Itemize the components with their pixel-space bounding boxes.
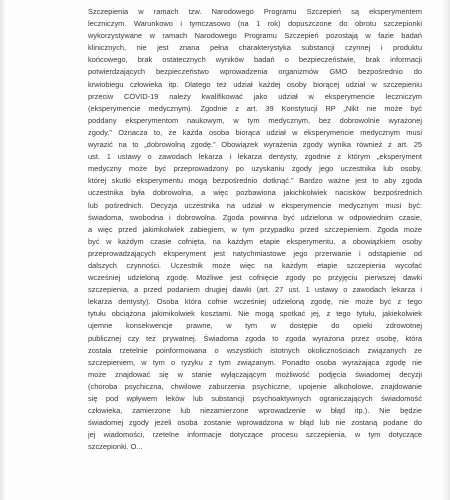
text-line: wykorzystywane w ramach Narodowego Programu Szczepień pozostają w fazie badań — [88, 31, 422, 41]
text-line: dalszych czynności. Uczestnik może więc na każdym etapie szczepienia wycofać — [88, 260, 422, 270]
text-line: której skutki eksperymentu mogą bezpośrednio dotknąć.” Bardzo ważne jest to aby zgoda — [88, 176, 422, 186]
text-line: potwierdzających bezpieczeństwo wprowadzenia organizmów GMO bezpośrednio do — [88, 67, 422, 77]
text-line: ujemne konsekwencje prawne, w tym w dostępie do opieki zdrowotnej — [88, 321, 422, 331]
text-line: klinicznych, nie jest znana pełna charakterystyka substancji czynnej i produktu — [88, 43, 422, 53]
text-line: przeprowadzających eksperyment jest natychmiastowe jego przerwanie i odstąpienie od — [88, 248, 422, 258]
paper-edge-right — [442, 0, 450, 500]
text-line: lekarza dentysty). Osoba która cofnie wcześniej udzieloną zgodę, nie może być z tego — [88, 297, 422, 307]
text-line: ust. 1 ustawy o zawodach lekarza i lekarza dentysty, zgodnie z którym „eksperyment — [88, 152, 422, 162]
text-line: człowieka, zamierzone lub niezamierzone wprowadzenie w błąd itp.). Nie będzie — [88, 406, 422, 416]
text-line: świadomej zgody jeżeli osoba zostanie wprowadzona w błąd lub nie zostaną podane do — [88, 418, 422, 428]
text-line: szczepienia, a przed podaniem drugiej dawki (art. 27 ust. 1 ustawy o zawodach lekarza i — [88, 285, 422, 295]
text-line: (eksperymencie medycznym). Zgodnie z art. 39 Konstytucji RP „Nikt nie może być — [88, 103, 422, 113]
text-line: tytułu obciążona jakimikolwiek kosztami. Nie mogą spotkać jej, z tego tytułu, jakiekolwiek — [88, 309, 422, 319]
document-body-paragraph — [88, 6, 422, 500]
text-line: szczepieniem, w tym o ryzyku z tym związanym. Ponadto osoba wyrażająca zgodę nie — [88, 357, 422, 367]
text-line: lub pośrednich. Decyzja uczestnika na udział w eksperymencie medycznym musi być: — [88, 200, 422, 210]
text-line: świadoma, swobodna i dobrowolna. Zgoda powinna być udzielona w odpowiednim czasie, — [88, 212, 422, 222]
text-line: leczniczym. Warunkowo i tymczasowo (na 1 rok) dopuszczone do obrotu szczepionki — [88, 19, 422, 29]
text-line: wyrazić na to „dobrowolną zgodę.” Obowiązek wyrażenia zgody wynika również z art. 25 — [88, 140, 422, 150]
text-line: medyczny może być przeprowadzony po uzyskaniu zgody jego uczestnika lub osoby, — [88, 164, 422, 174]
text-line: końcowego, brak ostatecznych wyników badań o bezpieczeństwie, brak informacji — [88, 55, 422, 65]
text-line: krwiobiegu człowieka itp. Dlatego też udział każdej osoby biorącej udział w szczepieniu — [88, 79, 422, 89]
text-line: publicznej czy też prywatnej. Świadoma zgoda to zgoda wyrażona przez osobę, która — [88, 333, 422, 343]
text-line: szczepionki. O... — [88, 442, 143, 452]
text-line: uczestnika była dobrowolna, a więc pozbawiona jakichkolwiek nacisków bezpośrednich — [88, 188, 422, 198]
text-line: poddany eksperymentom naukowym, w tym medycznym, bez dobrowolnie wyrażonej — [88, 115, 422, 125]
text-line: a więc przed jakimkolwiek zabiegiem, w tym przypadku przed szczepieniem. Zgoda może — [88, 224, 422, 234]
text-line: przeciw COVID-19 należy kwalifikować jako udział w eksperymencie leczniczym — [88, 91, 422, 101]
text-line: wcześniej udzieloną zgodę. Możliwe jest cofnięcie zgody po przyjęciu pierwszej dawki — [88, 273, 422, 283]
text-line: zgody.” Oznacza to, że każda osoba biorąca udział w eksperymencie medycznym musi — [88, 127, 422, 137]
text-line: może znajdować się w stanie wyłączającym możliwość podjęcia świadomej decyzji — [88, 369, 422, 379]
paper-edge-left — [0, 0, 6, 500]
text-line: została rzetelnie poinformowana o wszystkich istotnych okolicznościach związanych ze — [88, 345, 422, 355]
text-line: być w każdym czasie cofnięta, na każdym etapie eksperymentu, a obowiązkiem osoby — [88, 236, 422, 246]
text-line: Szczepienia w ramach tzw. Narodowego Programu Szczepień są eksperymentem — [88, 7, 422, 16]
text-line: się pod wpływem leków lub substancji psychoaktywnych ograniczających świadomość — [88, 394, 422, 403]
text-line: (choroba psychiczna, chwilowe zaburzenia psychiczne, upojenie alkoholowe, znajdowanie — [88, 381, 422, 391]
text-line: jej wiadomości, rzetelne informacje dotyczące procesu szczepienia, w tym dotyczące — [88, 430, 422, 440]
